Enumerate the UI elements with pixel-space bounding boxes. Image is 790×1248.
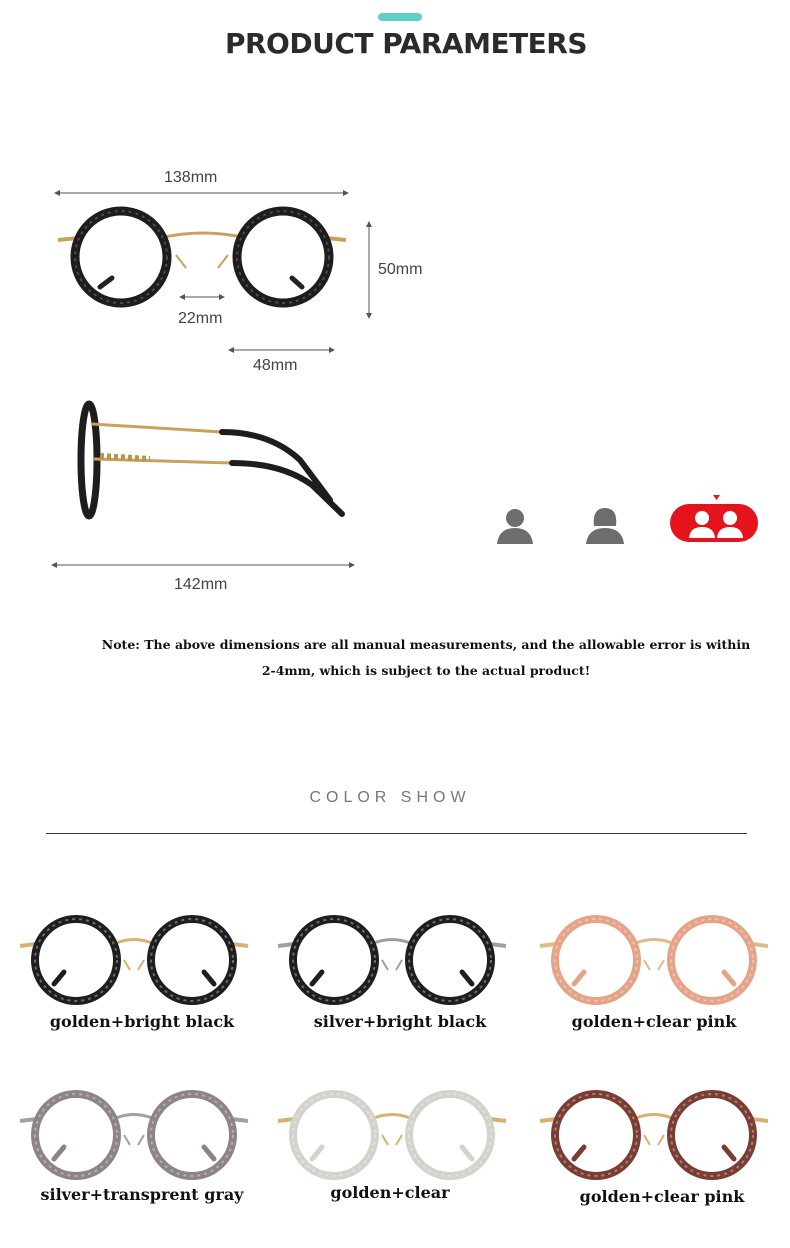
note-line-2: 2-4mm, which is subject to the actual product! [261,663,591,678]
color-swatch-glasses-6 [540,1094,768,1176]
total-width-label: 138mm [164,169,218,186]
color-swatch-glasses-1 [20,919,248,1001]
color-show-title: COLOR SHOW [309,789,471,806]
note-line-1: Note: The above dimensions are all manual measurements, and the allowable error is within [101,637,751,652]
face-selector [480,480,780,560]
lens-width-label: 48mm [253,357,298,374]
color-swatch-glasses-2 [278,919,506,1001]
lens-height-label: 50mm [378,261,423,278]
color-caption-3: golden+clear pink [571,1012,737,1031]
color-swatch-glasses-4 [20,1094,248,1176]
color-caption-2: silver+bright black [313,1012,487,1031]
page-title: PRODUCT PARAMETERS [224,27,588,60]
bridge-label: 22mm [178,310,223,327]
color-caption-1: golden+bright black [49,1012,235,1031]
front-glasses-image [58,211,346,303]
color-caption-4: silver+transprent gray [40,1185,244,1204]
color-swatch-glasses-3 [540,919,768,1001]
temple-length-label: 142mm [174,576,228,593]
color-caption-6: golden+clear pink [579,1187,745,1206]
color-swatch-glasses-5 [278,1094,506,1176]
color-caption-5: golden+clear [330,1183,450,1202]
female-silhouette-icon[interactable] [586,508,624,544]
color-show-divider [46,833,747,834]
measurement-note [90,632,762,684]
couple-silhouette-icon[interactable] [670,495,758,542]
side-glasses-image [81,404,342,516]
male-silhouette-icon[interactable] [497,509,533,544]
